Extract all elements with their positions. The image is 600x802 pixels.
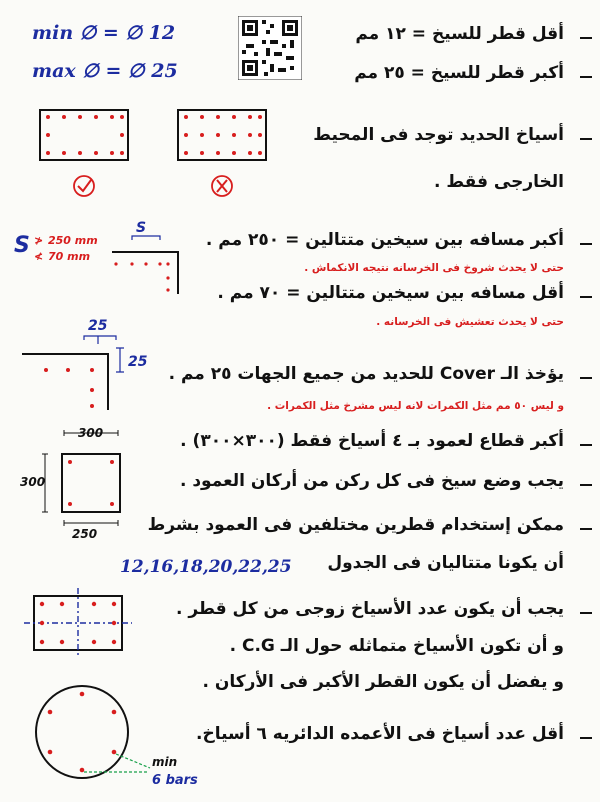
rule-large-corners: و يفضل أن يكون القطر الأكبر فى الأركان . bbox=[202, 672, 564, 692]
cover-diagram bbox=[20, 312, 170, 412]
correct-section bbox=[40, 110, 128, 160]
rule-min-spacing: أقل مسافه بين سيخين متتالين = ٧٠ مم . bbox=[217, 283, 564, 303]
rule-circular: أقل عدد أسياخ فى الأعمده الدائريه ٦ أسياخ. bbox=[195, 724, 564, 744]
spacing-top-label: S bbox=[136, 220, 147, 236]
rule-max-spacing-note: حتى لا يحدث شروخ فى الخرسانه نتيجه الانكماش . bbox=[304, 262, 564, 274]
circular-column-diagram bbox=[26, 680, 216, 800]
rule-corner-bar: يجب وضع سيخ فى كل ركن من أركان العمود . bbox=[179, 471, 564, 491]
circle-bars-label: 6 bars bbox=[152, 773, 198, 788]
square-side-label: 300 bbox=[20, 475, 46, 489]
spacing-diagram bbox=[12, 212, 192, 302]
bullet-dash bbox=[580, 296, 592, 298]
rule-perimeter-2: الخارجى فقط . bbox=[434, 172, 564, 192]
bullet-dash bbox=[580, 37, 592, 39]
symmetric-bars-diagram bbox=[24, 588, 134, 660]
cover-top-label: 25 bbox=[88, 318, 108, 334]
square-top-label: 300 bbox=[78, 426, 104, 440]
wrong-section bbox=[178, 110, 266, 160]
bullet-dash bbox=[580, 528, 592, 530]
check-icon bbox=[74, 176, 94, 196]
max-diameter-formula: max ∅ = ∅ 25 bbox=[32, 60, 178, 82]
rule-even-bars: يجب أن يكون عدد الأسياخ زوجى من كل قطر . bbox=[175, 599, 564, 619]
rule-symmetric: و أن تكون الأسياخ متماثله حول الـ C.G . bbox=[229, 636, 564, 656]
cover-side-label: 25 bbox=[128, 354, 148, 370]
square-section-diagram bbox=[14, 420, 134, 550]
perimeter-diagrams bbox=[30, 104, 280, 204]
rule-cover-note: و ليس ٥٠ مم مثل الكمرات لانه ليس مشرخ مثل الكمرات . bbox=[267, 400, 564, 412]
rule-max-spacing: أكبر مسافه بين سيخين متتالين = ٢٥٠ مم . bbox=[205, 230, 564, 250]
perimeter-bars bbox=[46, 115, 124, 155]
bullet-dash bbox=[580, 243, 592, 245]
min-diameter-formula: min ∅ = ∅ 12 bbox=[32, 22, 176, 44]
bullet-dash bbox=[580, 377, 592, 379]
rule-min-bar: أقل قطر للسيخ = ١٢ مم bbox=[355, 24, 564, 44]
spacing-s-label: S bbox=[14, 233, 30, 258]
square-bottom-label: 250 bbox=[72, 527, 98, 541]
bullet-dash bbox=[580, 484, 592, 486]
spacing-min-symbol: ≮ bbox=[34, 250, 44, 263]
rule-max-bar: أكبر قطر للسيخ = ٢٥ مم bbox=[354, 63, 564, 83]
bullet-dash bbox=[580, 737, 592, 739]
cross-icon bbox=[212, 176, 232, 196]
rule-min-spacing-note: حتى لا يحدث تعشيش فى الخرسانه . bbox=[376, 316, 564, 328]
interior-bars bbox=[184, 115, 262, 155]
bullet-dash bbox=[580, 138, 592, 140]
rule-two-diameters-1: ممكن إستخدام قطرين مختلفين فى العمود بشرط bbox=[147, 515, 564, 535]
circle-min-label: min bbox=[152, 755, 178, 769]
rule-cover: يؤخذ الـ Cover للحديد من جميع الجهات ٢٥ مم . bbox=[168, 364, 564, 384]
rule-perimeter-1: أسياخ الحديد توجد فى المحيط bbox=[313, 125, 564, 145]
bullet-dash bbox=[580, 444, 592, 446]
spacing-min-label: 70 mm bbox=[48, 250, 91, 263]
bullet-dash bbox=[580, 76, 592, 78]
qr-code-icon bbox=[238, 16, 302, 80]
rule-two-diameters-2: أن يكونا متتاليان فى الجدول bbox=[327, 553, 564, 573]
spacing-max-label: 250 mm bbox=[48, 234, 98, 247]
spacing-max-symbol: ≯ bbox=[34, 234, 44, 247]
diameter-series: 12,16,18,20,22,25 bbox=[120, 557, 292, 577]
rule-min-section: أكبر قطاع لعمود بـ ٤ أسياخ فقط (٣٠٠×٣٠٠) . bbox=[180, 431, 564, 451]
bullet-dash bbox=[580, 612, 592, 614]
